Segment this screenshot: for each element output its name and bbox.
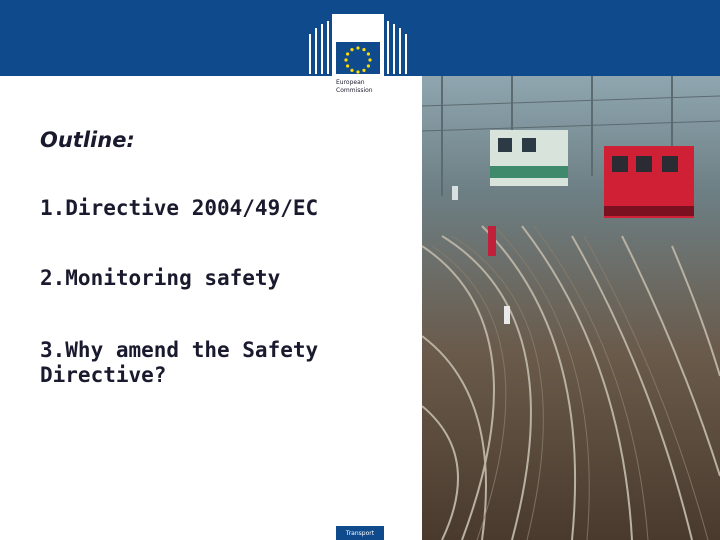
transport-tag: Transport: [336, 526, 384, 540]
eu-flag-icon: [336, 42, 380, 74]
outline-item-why-amend: 3.Why amend the Safety Directive?: [40, 338, 319, 387]
railway-yard-photo: [422, 76, 720, 540]
european-commission-logo: [308, 14, 408, 100]
outline-item-monitoring: 2.Monitoring safety: [40, 266, 281, 290]
outline-title: Outline:: [40, 128, 135, 152]
logo-line2: Commission: [336, 87, 373, 94]
logo-line1: European: [336, 79, 365, 86]
green-locomotive: [490, 130, 568, 186]
outline-item-directive: 1.Directive 2004/49/EC: [40, 196, 319, 220]
red-locomotive: [604, 146, 694, 218]
